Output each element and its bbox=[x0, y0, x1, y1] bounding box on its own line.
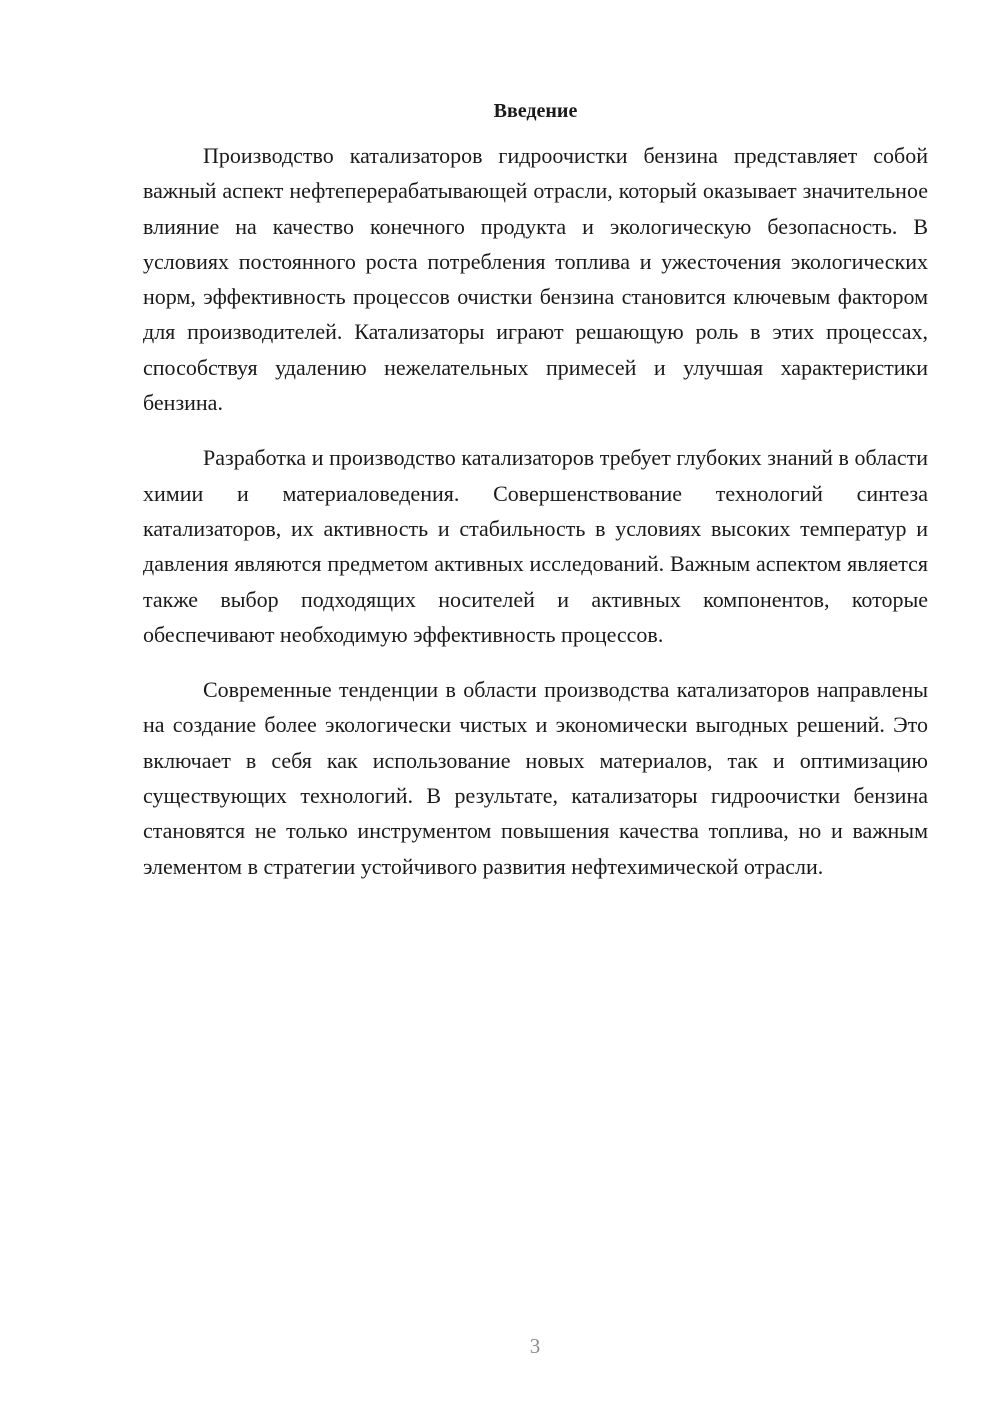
paragraph-3: Современные тенденции в области производства катализаторов направлены на создание более экологически чистых и экономически выгодных решений. Это включает в себя как использование новых материалов, так и оптимизацию существующих технологий. В результате, катализаторы гидроочистки бензина становятся не только инструментом повышения качества топлива, но и важным элементом в стратегии устойчивого развития нефтехимической отрасли. bbox=[143, 677, 928, 879]
page-number: 3 bbox=[529, 1334, 541, 1358]
paragraph-1: Производство катализаторов гидроочистки бензина представляет собой важный аспект нефтеперерабатывающей отрасли, который оказывает значительное влияние на качество конечного продукта и экологическую безопасность. В условиях постоянного роста потребления топлива и ужесточения экологических норм, эффективность процессов очистки бензина становится ключевым фактором для производителей. Катализаторы играют решающую роль в этих процессах, способствуя удалению нежелательных примесей и улучшая характеристики бензина. bbox=[143, 143, 928, 416]
paragraph-2: Разработка и производство катализаторов требует глубоких знаний в области химии и материаловедения. Совершенствование технологий синтеза катализаторов, их активность и стабильность в условиях высоких температур и давления являются предметом активных исследований. Важным аспектом является также выбор подходящих носителей и активных компонентов, которые обеспечивают необходимую эффективность процессов. bbox=[143, 445, 928, 647]
section-title: Введение bbox=[493, 100, 578, 122]
page-content bbox=[143, 96, 928, 904]
